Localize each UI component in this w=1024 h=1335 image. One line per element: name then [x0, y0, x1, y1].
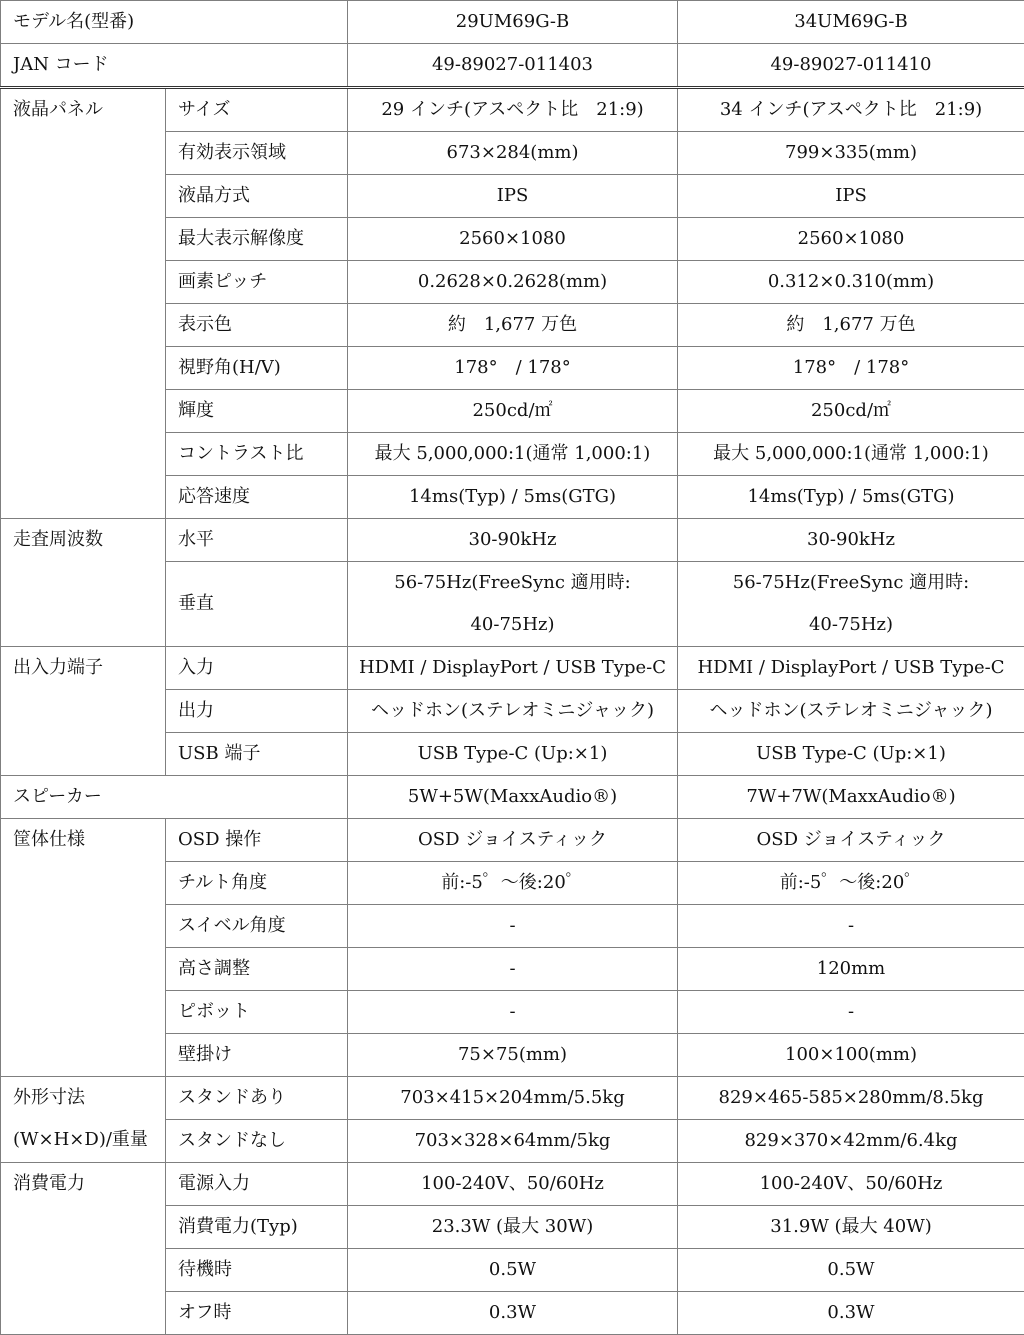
spec-value-a: ヘッドホン(ステレオミニジャック)	[348, 690, 678, 733]
spec-value-a: 前:-5゜～後:20゜	[348, 862, 678, 905]
spec-value-b: ヘッドホン(ステレオミニジャック)	[678, 690, 1024, 733]
spec-value-a: USB Type-C (Up:×1)	[348, 733, 678, 776]
spec-value-a: 29 インチ(アスペクト比 21:9)	[348, 88, 678, 132]
spec-value-a: 703×328×64mm/5kg	[348, 1120, 678, 1163]
spec-value-line: 40-75Hz)	[348, 604, 677, 646]
table-row	[1, 647, 1024, 690]
spec-item-name: OSD 操作	[166, 819, 348, 862]
spec-value-b: 120mm	[678, 948, 1024, 991]
table-row	[1, 1, 1024, 44]
spec-value-b: 799×335(mm)	[678, 132, 1024, 175]
panel-group-label	[1, 88, 166, 519]
spec-value-b: 250cd/㎡	[678, 390, 1024, 433]
spec-item-name: 有効表示領域	[166, 132, 348, 175]
spec-value-a: HDMI / DisplayPort / USB Type-C	[348, 647, 678, 690]
spec-value-a: 250cd/㎡	[348, 390, 678, 433]
spec-value-b: HDMI / DisplayPort / USB Type-C	[678, 647, 1024, 690]
chassis-group-label-line: 筐体仕様	[13, 819, 165, 861]
spec-value-a: 0.3W	[348, 1292, 678, 1335]
spec-value-b: 31.9W (最大 40W)	[678, 1206, 1024, 1249]
spec-item-name: 視野角(H/V)	[166, 347, 348, 390]
spec-value-a	[348, 562, 678, 647]
jan-b: 49-89027-011410	[678, 44, 1024, 88]
spec-value-a: 14ms(Typ) / 5ms(GTG)	[348, 476, 678, 519]
spec-value-line: 40-75Hz)	[678, 604, 1024, 646]
dims-group-label	[1, 1077, 166, 1163]
table-row	[1, 519, 1024, 562]
spec-item-name: スイベル角度	[166, 905, 348, 948]
spec-value-b: 0.5W	[678, 1249, 1024, 1292]
spec-value-b: 178° / 178°	[678, 347, 1024, 390]
power-group-label	[1, 1163, 166, 1335]
spec-value-b: 2560×1080	[678, 218, 1024, 261]
spec-value-a: 約 1,677 万色	[348, 304, 678, 347]
io-group-label	[1, 647, 166, 776]
spec-value-b	[678, 562, 1024, 647]
spec-item-name: 高さ調整	[166, 948, 348, 991]
table-row	[1, 88, 1024, 132]
power-group-label-line: 消費電力	[13, 1163, 165, 1205]
spec-value-b: 14ms(Typ) / 5ms(GTG)	[678, 476, 1024, 519]
spec-value-a: 0.5W	[348, 1249, 678, 1292]
spec-value-b: 0.312×0.310(mm)	[678, 261, 1024, 304]
spec-value-a: 673×284(mm)	[348, 132, 678, 175]
panel-group-label-line: 液晶パネル	[13, 89, 165, 131]
spec-item-name: スタンドなし	[166, 1120, 348, 1163]
spec-item-name: チルト角度	[166, 862, 348, 905]
spec-value-a: 23.3W (最大 30W)	[348, 1206, 678, 1249]
spec-item-name: 水平	[166, 519, 348, 562]
table-row	[1, 44, 1024, 88]
table-row	[1, 776, 1024, 819]
spec-item-name: 消費電力(Typ)	[166, 1206, 348, 1249]
dims-group-label-line: (W×H×D)/重量	[13, 1119, 165, 1161]
spec-value-b: OSD ジョイスティック	[678, 819, 1024, 862]
spec-value-b: 0.3W	[678, 1292, 1024, 1335]
spec-value-a: 178° / 178°	[348, 347, 678, 390]
jan-label: JAN コード	[1, 44, 348, 88]
scan-group-label	[1, 519, 166, 647]
spec-item-name: 入力	[166, 647, 348, 690]
spec-item-name: オフ時	[166, 1292, 348, 1335]
spec-item-name: 応答速度	[166, 476, 348, 519]
spec-value-b: -	[678, 905, 1024, 948]
spec-table-body	[1, 1, 1024, 1335]
speaker-value-b: 7W+7W(MaxxAudio®)	[678, 776, 1024, 819]
spec-value-a: 100-240V、50/60Hz	[348, 1163, 678, 1206]
spec-item-name: 壁掛け	[166, 1034, 348, 1077]
spec-value-a: -	[348, 948, 678, 991]
spec-value-b: 829×465-585×280mm/8.5kg	[678, 1077, 1024, 1120]
dims-group-label-line: 外形寸法	[13, 1077, 165, 1119]
io-group-label-line: 出入力端子	[13, 647, 165, 689]
spec-value-b: 100-240V、50/60Hz	[678, 1163, 1024, 1206]
model-label: モデル名(型番)	[1, 1, 348, 44]
spec-value-line: 56-75Hz(FreeSync 適用時:	[678, 562, 1024, 604]
spec-value-a: OSD ジョイスティック	[348, 819, 678, 862]
spec-item-name: 出力	[166, 690, 348, 733]
spec-value-b: 約 1,677 万色	[678, 304, 1024, 347]
spec-value-a: IPS	[348, 175, 678, 218]
chassis-group-label	[1, 819, 166, 1077]
spec-item-name: スタンドあり	[166, 1077, 348, 1120]
spec-item-name: 輝度	[166, 390, 348, 433]
model-a: 29UM69G-B	[348, 1, 678, 44]
spec-item-name: 液晶方式	[166, 175, 348, 218]
spec-value-a: -	[348, 991, 678, 1034]
table-row	[1, 1163, 1024, 1206]
table-row	[1, 819, 1024, 862]
spec-value-b: 100×100(mm)	[678, 1034, 1024, 1077]
spec-value-a: 30-90kHz	[348, 519, 678, 562]
spec-item-name: 表示色	[166, 304, 348, 347]
jan-a: 49-89027-011403	[348, 44, 678, 88]
spec-item-name: サイズ	[166, 88, 348, 132]
spec-value-a: 0.2628×0.2628(mm)	[348, 261, 678, 304]
spec-value-b: 最大 5,000,000:1(通常 1,000:1)	[678, 433, 1024, 476]
spec-item-name: 待機時	[166, 1249, 348, 1292]
model-b: 34UM69G-B	[678, 1, 1024, 44]
spec-value-a: 2560×1080	[348, 218, 678, 261]
spec-value-b: 30-90kHz	[678, 519, 1024, 562]
speaker-label: スピーカー	[1, 776, 348, 819]
spec-item-name: USB 端子	[166, 733, 348, 776]
spec-item-name: コントラスト比	[166, 433, 348, 476]
scan-group-label-line: 走査周波数	[13, 519, 165, 561]
speaker-value-a: 5W+5W(MaxxAudio®)	[348, 776, 678, 819]
spec-value-b: 34 インチ(アスペクト比 21:9)	[678, 88, 1024, 132]
spec-value-b: 829×370×42mm/6.4kg	[678, 1120, 1024, 1163]
spec-value-a: 75×75(mm)	[348, 1034, 678, 1077]
spec-item-name: ピボット	[166, 991, 348, 1034]
spec-value-a: -	[348, 905, 678, 948]
spec-item-name: 電源入力	[166, 1163, 348, 1206]
spec-item-name: 垂直	[166, 562, 348, 647]
spec-value-line: 56-75Hz(FreeSync 適用時:	[348, 562, 677, 604]
spec-item-name: 最大表示解像度	[166, 218, 348, 261]
spec-value-b: -	[678, 991, 1024, 1034]
table-row	[1, 1077, 1024, 1120]
spec-item-name: 画素ピッチ	[166, 261, 348, 304]
spec-value-b: IPS	[678, 175, 1024, 218]
spec-value-a: 最大 5,000,000:1(通常 1,000:1)	[348, 433, 678, 476]
spec-value-b: 前:-5゜～後:20゜	[678, 862, 1024, 905]
spec-value-b: USB Type-C (Up:×1)	[678, 733, 1024, 776]
spec-value-a: 703×415×204mm/5.5kg	[348, 1077, 678, 1120]
